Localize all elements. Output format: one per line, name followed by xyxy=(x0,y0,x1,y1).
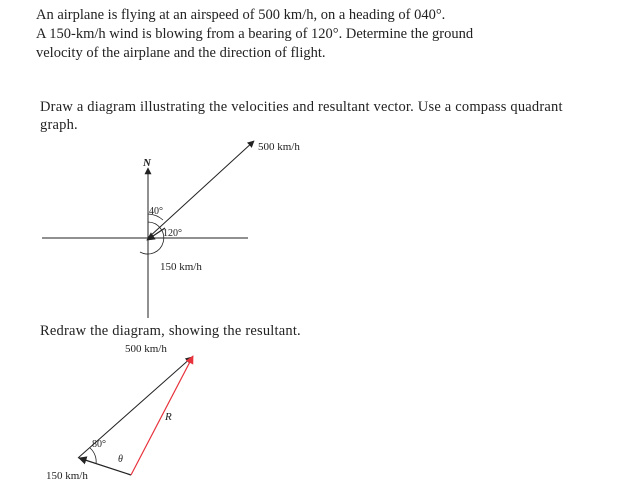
problem-line-2: A 150-km/h wind is blowing from a bearing of 120°. Determine the ground xyxy=(36,26,474,42)
resultant-diagram xyxy=(46,343,193,482)
problem-line-1: An airplane is flying at an airspeed of 500 km/h, on a heading of 040°. xyxy=(36,7,446,23)
angle-40-label: 40° xyxy=(149,206,163,217)
instruction-redraw: Redraw the diagram, showing the resultant. xyxy=(40,323,301,339)
airplane-vector xyxy=(148,141,254,238)
north-label: N xyxy=(143,157,151,169)
angle-80-label: 80° xyxy=(92,439,106,450)
problem-line-3: velocity of the airplane and the direction of flight. xyxy=(36,45,326,61)
resultant-vector xyxy=(131,356,193,475)
angle-120-label: 120° xyxy=(163,228,182,239)
theta-label: θ xyxy=(118,454,123,465)
wind-speed-label: 150 km/h xyxy=(160,261,202,273)
wind-speed-label-2: 150 km/h xyxy=(46,470,88,482)
airplane-speed-label: 500 km/h xyxy=(258,141,300,153)
instruction-draw-diagram: Draw a diagram illustrating the velocities and resultant vector. Use a compass quadrant graph. xyxy=(40,99,563,133)
resultant-label: R⃗ xyxy=(165,411,181,423)
airplane-speed-label-2: 500 km/h xyxy=(125,343,167,355)
compass-diagram xyxy=(42,141,300,318)
